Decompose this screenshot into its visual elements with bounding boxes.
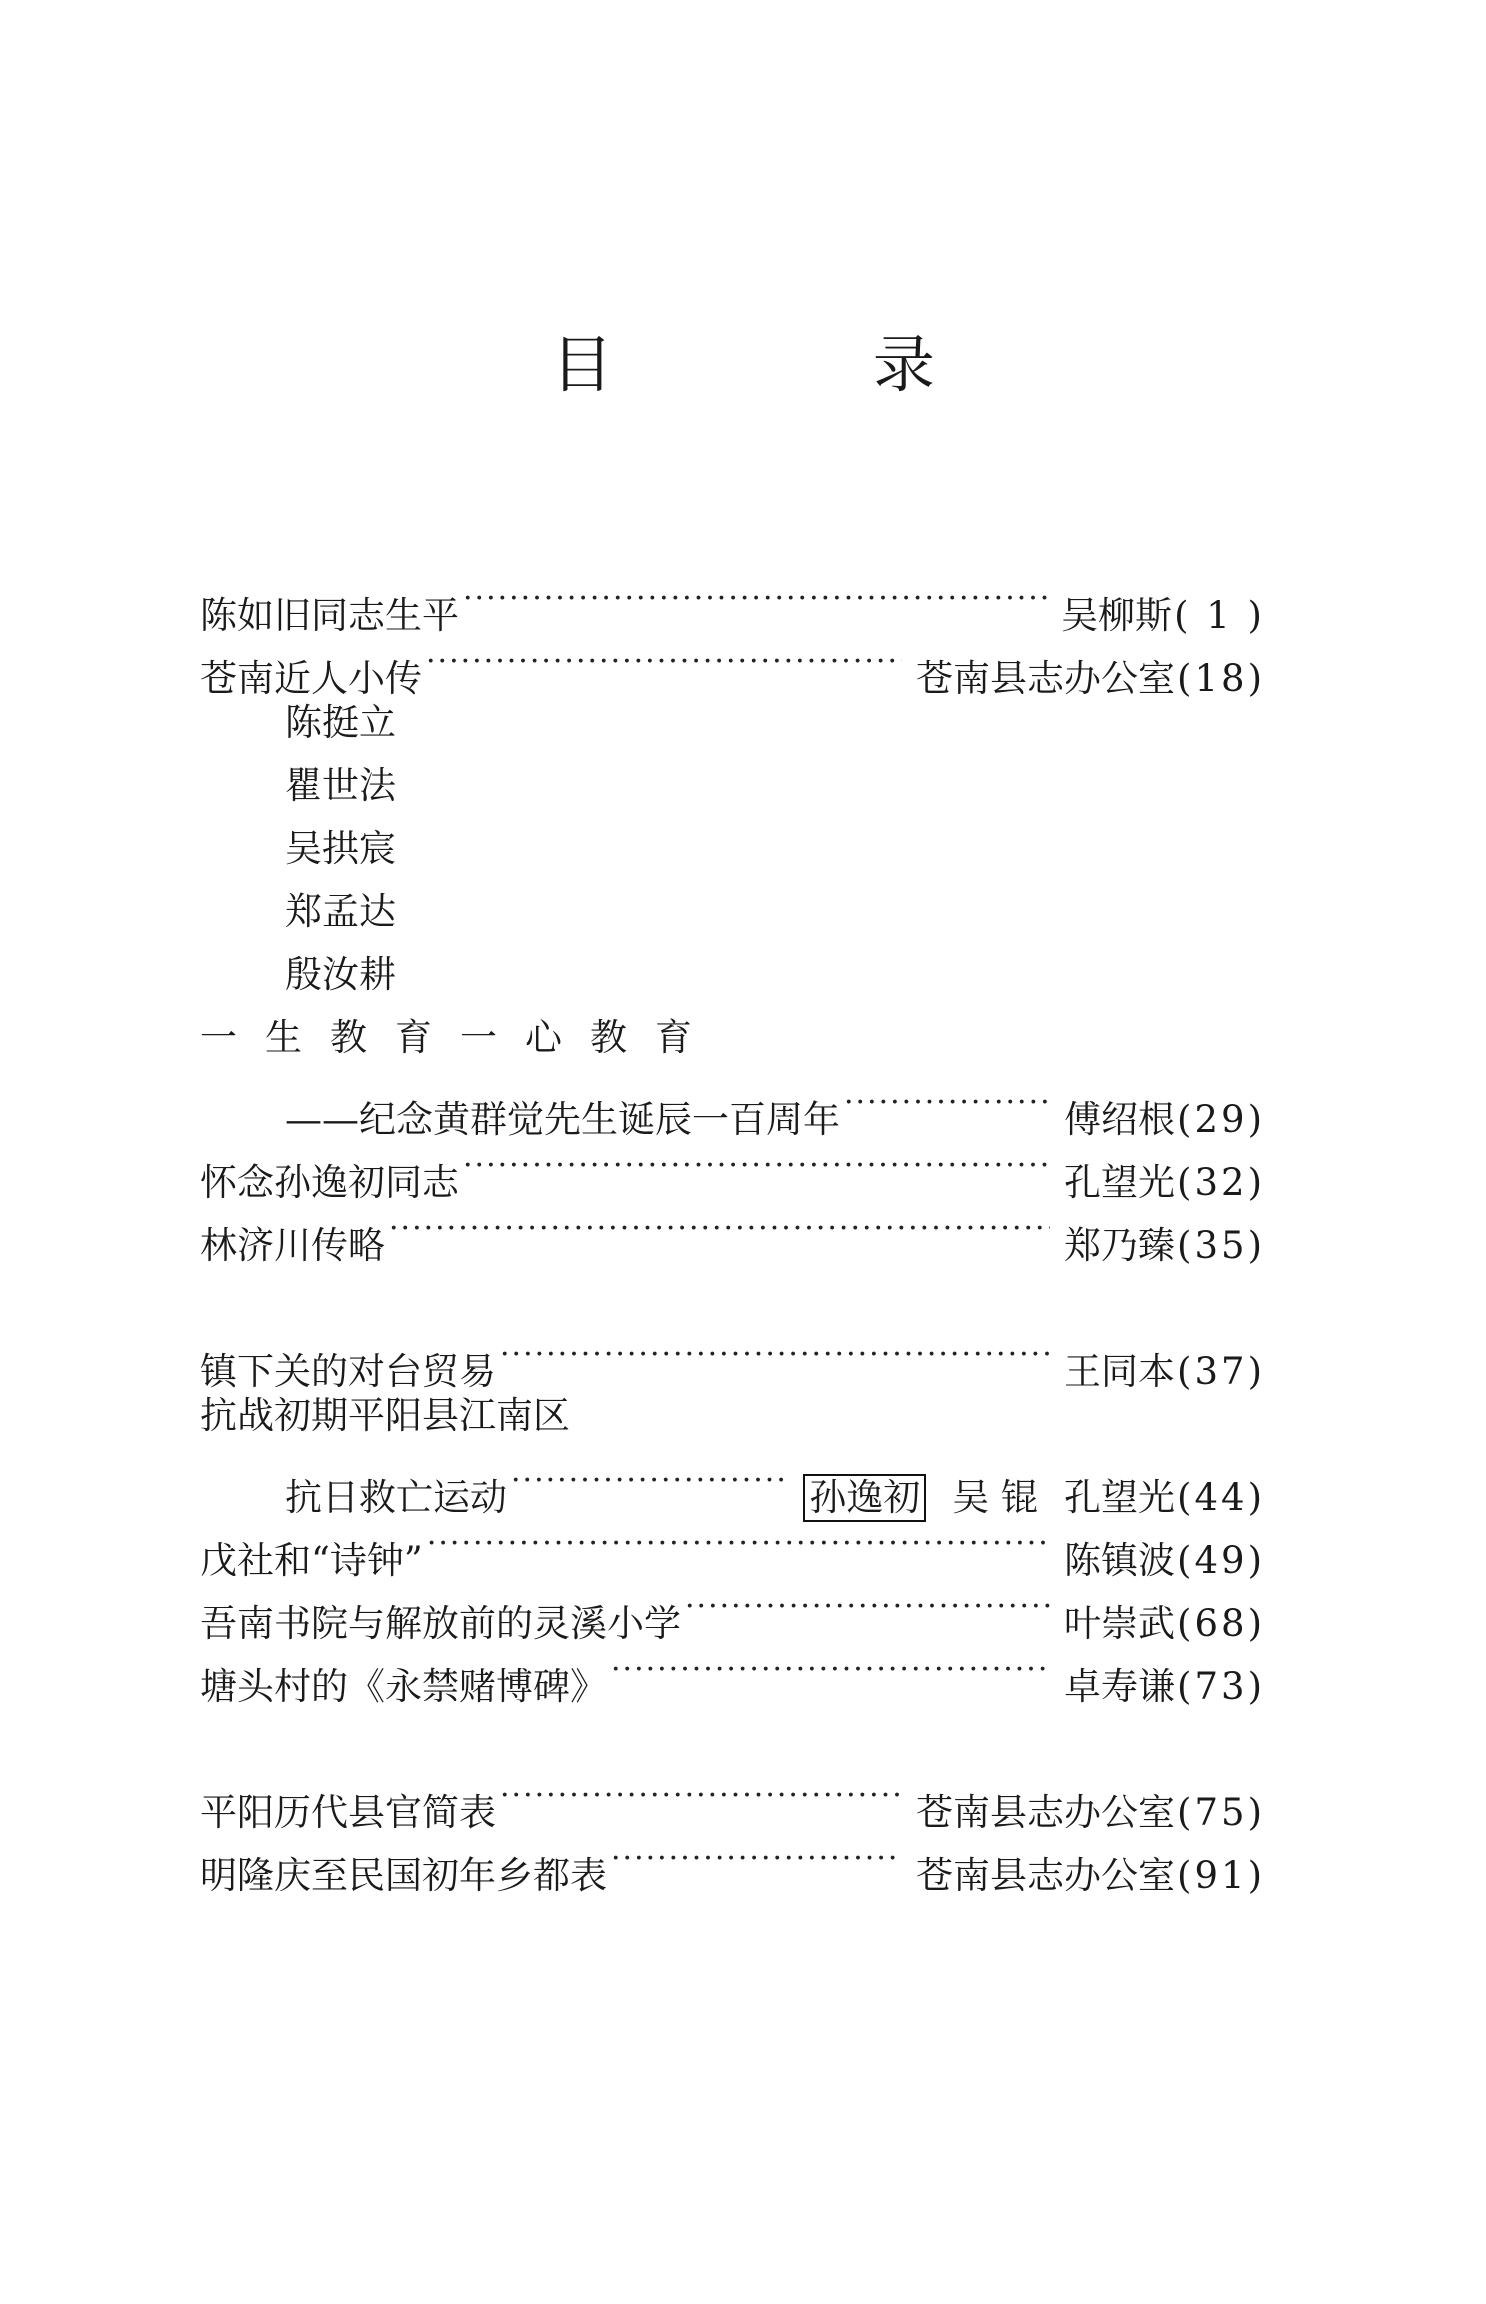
dot-leader xyxy=(426,628,902,691)
toc-entry-title: 苍南近人小传 xyxy=(200,657,422,700)
dot-leader xyxy=(427,1510,1050,1573)
toc-entry-authors xyxy=(1064,1592,1175,1655)
dot-leader xyxy=(611,1825,902,1888)
dot-leader xyxy=(463,565,1047,628)
toc-entry-title: 林济川传略 xyxy=(200,1224,385,1267)
toc-entry-title: 殷汝耕 xyxy=(285,953,396,996)
toc-entry-title: ——纪念黄群觉先生诞辰一百周年 xyxy=(285,1098,840,1141)
author-name: 叶崇武 xyxy=(1064,1602,1176,1645)
toc-entry-title: 吾南书院与解放前的灵溪小学 xyxy=(200,1602,681,1645)
dot-leader xyxy=(500,1321,1050,1384)
author-name: 卓寿谦 xyxy=(1064,1665,1176,1708)
toc-entry-authors xyxy=(1064,1529,1175,1592)
toc-entry-title: 陈挺立 xyxy=(285,701,396,744)
author-name: 孔望光 xyxy=(1064,1476,1176,1519)
toc-entry-authors xyxy=(916,647,1175,710)
page-number: (18) xyxy=(1177,657,1265,700)
toc-entry-title: 郑孟达 xyxy=(285,890,396,933)
toc-entry-title: 平阳历代县官简表 xyxy=(200,1791,496,1834)
toc-entry xyxy=(200,1006,1265,1069)
dot-leader xyxy=(611,1636,1050,1699)
toc-entry-title: 一生教育一心教育 xyxy=(200,1016,720,1059)
toc-entry xyxy=(200,880,1265,943)
dot-leader xyxy=(844,1069,1050,1132)
toc-entry xyxy=(200,817,1265,880)
toc-entry xyxy=(200,1447,1265,1519)
toc-entry-authors xyxy=(1064,1088,1175,1151)
author-name: 傅绍根 xyxy=(1064,1098,1176,1141)
page-number: (29) xyxy=(1177,1098,1265,1141)
toc-entry-title: 戊社和“诗钟” xyxy=(200,1539,423,1582)
page-number: (75) xyxy=(1177,1791,1265,1834)
toc-entry-title: 陈如旧同志生平 xyxy=(200,594,459,637)
dot-leader xyxy=(463,1132,1050,1195)
dot-leader xyxy=(511,1447,789,1510)
page-number: (68) xyxy=(1177,1602,1265,1645)
page-number: (44) xyxy=(1177,1476,1265,1519)
page-title: 目 录 xyxy=(551,328,1055,401)
toc-entry-title: 瞿世法 xyxy=(285,764,396,807)
dot-leader xyxy=(500,1762,902,1825)
toc-entry-title: 塘头村的《永禁赌博碑》 xyxy=(200,1665,607,1708)
author-name: 王同本 xyxy=(1064,1350,1176,1393)
toc-entry-authors xyxy=(1064,1214,1175,1277)
toc-entry-authors xyxy=(916,1844,1175,1907)
author-name: 陈镇波 xyxy=(1064,1539,1176,1582)
toc-entry xyxy=(200,754,1265,817)
toc-entry-title: 镇下关的对台贸易 xyxy=(200,1350,496,1393)
toc-entry xyxy=(200,1762,1265,1834)
dot-leader xyxy=(685,1573,1050,1636)
toc-entry xyxy=(200,943,1265,1006)
toc-entry-title: 吴拱宸 xyxy=(285,827,396,870)
toc-entry-title: 抗日救亡运动 xyxy=(285,1476,507,1519)
author-name: 郑乃臻 xyxy=(1064,1224,1176,1267)
dot-leader xyxy=(389,1195,1050,1258)
page-number: (91) xyxy=(1177,1854,1265,1897)
author-name: 苍南县志办公室 xyxy=(916,657,1176,700)
toc-entry-title: 怀念孙逸初同志 xyxy=(200,1161,459,1204)
page-number: (37) xyxy=(1177,1350,1265,1393)
toc-entry xyxy=(200,1321,1265,1393)
author-name: 孙逸初 xyxy=(803,1474,926,1522)
toc-entry-authors xyxy=(1061,584,1172,647)
page-number: (73) xyxy=(1177,1665,1265,1708)
toc-entry-title: 明隆庆至民国初年乡都表 xyxy=(200,1854,607,1897)
toc-entry xyxy=(200,1069,1265,1141)
toc-entry-authors xyxy=(916,1781,1175,1844)
table-of-contents xyxy=(200,565,1265,1897)
page-number: (49) xyxy=(1177,1539,1265,1582)
toc-entry-title: 抗战初期平阳县江南区 xyxy=(200,1394,570,1437)
page-number: ( 1 ) xyxy=(1174,594,1265,637)
author-name: 孔望光 xyxy=(1064,1161,1176,1204)
author-name: 吴柳斯 xyxy=(1061,594,1173,637)
page-number: (32) xyxy=(1177,1161,1265,1204)
author-name: 苍南县志办公室 xyxy=(916,1791,1176,1834)
toc-entry-authors xyxy=(1064,1151,1175,1214)
toc-entry xyxy=(200,565,1265,637)
toc-entry-authors xyxy=(1064,1340,1175,1403)
author-name: 吴 锟 xyxy=(952,1476,1039,1519)
author-name: 苍南县志办公室 xyxy=(916,1854,1176,1897)
toc-entry-authors xyxy=(1064,1655,1175,1718)
page-number: (35) xyxy=(1177,1224,1265,1267)
